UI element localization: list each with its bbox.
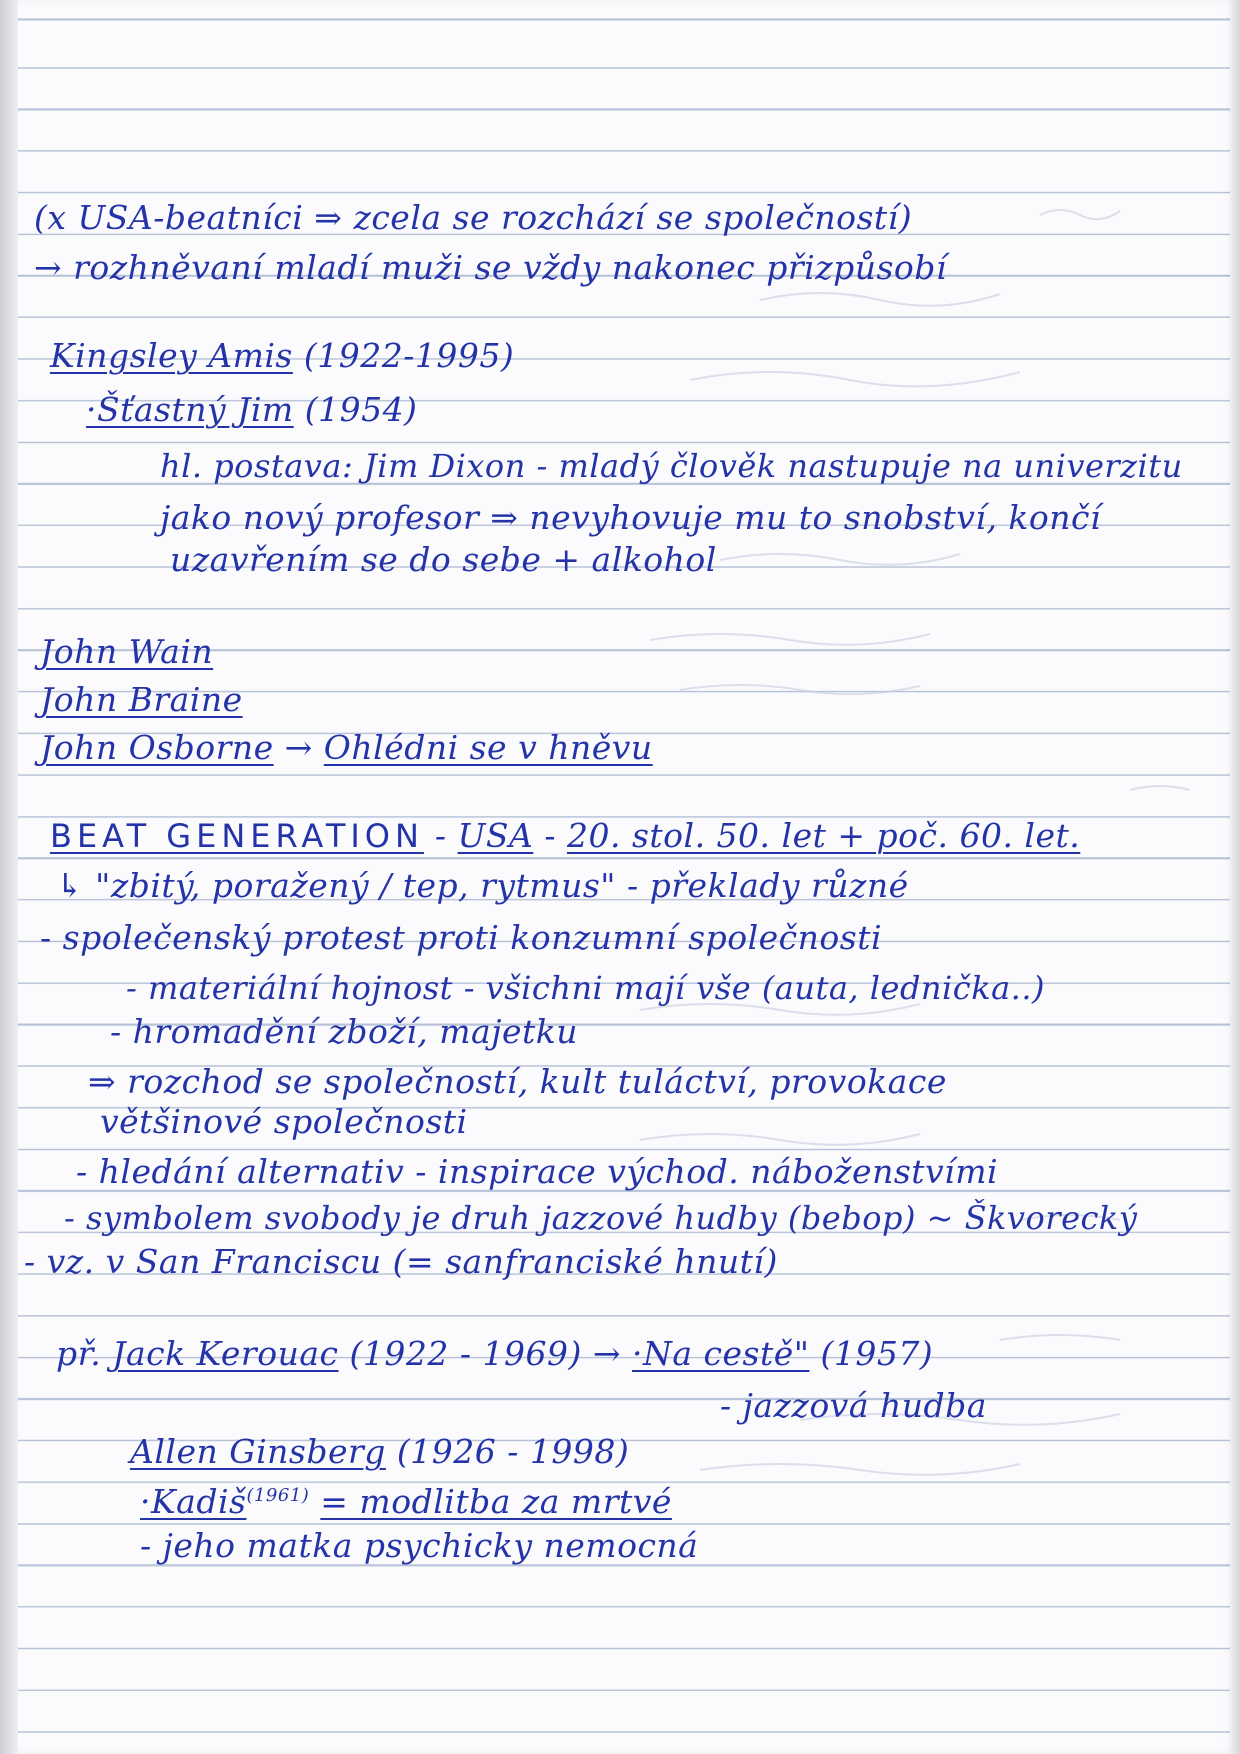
work-title: ·Šťastný Jim [86,390,294,429]
work-year: (1954) [304,390,418,429]
work-description-line: uzavřením se do sebe + alkohol [170,540,717,579]
page-left-edge [0,0,18,1754]
note-line: - hromadění zboží, majetku [110,1012,578,1051]
author-heading-ginsberg [130,1430,629,1474]
author-heading-amis [50,334,514,378]
separator: - [434,816,447,855]
note-line: - hledání alternativ - inspirace východ. náboženstvími [76,1152,999,1191]
note-line: - symbolem svobody je druh jazzové hudby (bebop) ~ Škvorecký [64,1199,1138,1237]
section-title: BEAT GENERATION [50,817,424,855]
work-entry-kadis [140,1474,672,1524]
author-name: Allen Ginsberg [130,1432,386,1471]
note-line: ↳ "zbitý, poražený / tep, rytmus" - překlady různé [56,866,909,905]
section-heading-beat-generation [50,814,1080,858]
section-period: 20. stol. 50. let + poč. 60. let. [566,816,1081,855]
author-name: John Osborne [40,728,274,767]
work-year: (1961) [246,1485,310,1506]
work-note: - jazzová hudba [720,1386,987,1425]
note-line: - vz. v San Franciscu (= sanfranciské hnutí) [24,1242,778,1281]
work-note: - jeho matka psychicky nemocná [140,1526,699,1565]
work-description-line: hl. postava: Jim Dixon - mladý člověk nastupuje na univerzitu [160,447,1183,485]
work-subtitle: = modlitba za mrtvé [320,1482,672,1521]
note-line: - materiální hojnost - všichni mají vše (auta, lednička..) [126,969,1045,1007]
work-year: (1957) [820,1334,934,1373]
author-years: (1922-1995) [303,336,515,375]
section-country: USA [457,816,534,855]
author-name-braine: John Braine [40,680,243,719]
note-line-angry-young-men: → rozhněvaní mladí muži se vždy nakonec přizpůsobí [34,248,947,287]
work-title: Ohlédni se v hněvu [323,728,653,767]
author-entry-kerouac [56,1332,933,1376]
note-line: - společenský protest proti konzumní společnosti [40,918,883,957]
arrow: → [284,728,313,767]
work-title: ·Kadiš [140,1482,247,1521]
note-line: většinové společnosti [100,1102,468,1141]
author-years: (1922 - 1969) [349,1334,582,1373]
author-years: (1926 - 1998) [396,1432,630,1471]
separator: - [544,816,556,855]
author-name-wain: John Wain [40,632,214,671]
author-entry-osborne [40,726,653,770]
work-title: ·Na cestě" [632,1334,810,1373]
example-prefix: př. [56,1334,102,1373]
arrow: → [592,1334,621,1373]
work-entry-lucky-jim [86,388,417,432]
note-line: ⇒ rozchod se společností, kult tuláctví, provokace [88,1062,947,1101]
author-name: Kingsley Amis [50,336,293,375]
page-right-edge [1230,0,1240,1754]
note-line-beatniks: (x USA-beatníci ⇒ zcela se rozchází se společností) [34,198,913,237]
work-description-line: jako nový profesor ⇒ nevyhovuje mu to snobství, končí [160,498,1102,537]
author-name: Jack Kerouac [112,1334,339,1373]
